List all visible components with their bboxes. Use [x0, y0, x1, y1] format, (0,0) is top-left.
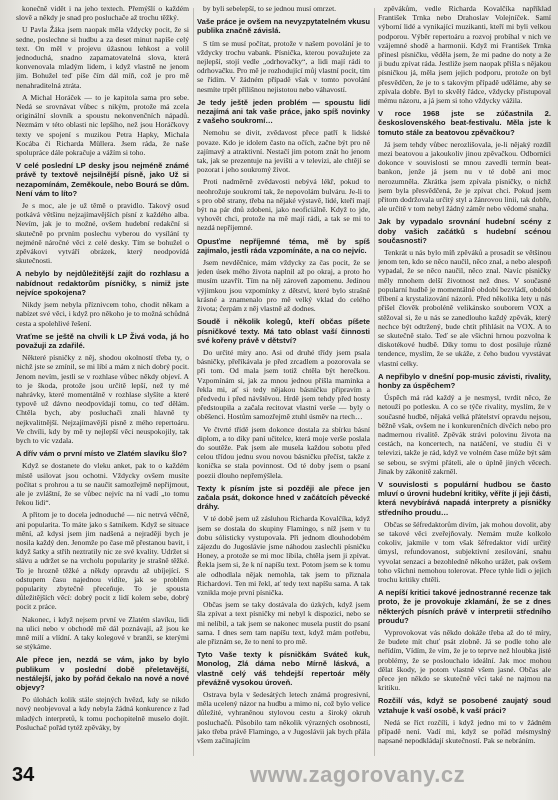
interview-answer: Nedá se říct rozčílí, i když jedno mi to v žádném případě není. Vadí mi, když se pořád mésmyslný napsané nepodkládají skutečností. Pak se nebráním. — [378, 717, 551, 746]
column-2 — [197, 4, 370, 764]
interview-answer: A Michal Horáček — to je kapitola sama pro sebe. Nedá se srovnávat vůbec s nikým, protože má zcela originální slovník a spoustu nekonvenčních nápadů. Nezmám v této oblasti nic lepšího, než jsou Horáčkovy texty ve spojení s muzikou Petra Hapky, Michala Kocába či Richarda Müllera. Jsem ráda, že naše spolupráce dále pokračuje a vážím si toho. — [16, 92, 189, 158]
interview-answer: Některé písničky z něj, shodou okolností třeba ty, o nichž jste se zmínil, se mi líbí a mám z nich dobrý pocit. Jenom nevím, jestli se v rozhlase vůbec někdy objeví. A to je škoda, protože jsou určitě lepší, než ty mé nahrávky, které momentálně v rozhlase slyšíte a které typově už dávno neodpovídají tomu, co teď dělám. Chtěla bych, aby posluchači znali hlavně ty nejkvalitnější. Nejzajímavější písně z mého repertoáru. Ve chvíli, kdy by mě ty nejlepší věci neuspokojily, tak bych to víc vzdala. — [16, 353, 189, 445]
column-divider — [374, 8, 375, 756]
interview-answer: Občas se šéfredaktorům divím, jak mohou dovolit, aby se takové věci zveřejňovaly. Nemám muže kolkolo cokoliv, jakmile v tom však šéfredaktor vidí určitý úmysl, refundovanost, subjektivní zesilování, snahu vyvolat senzaci a bezohledně někoho urážet, pak ovšem toho všichni nemohou tolerovat. Přece tyhle lidi o jejich trochu kritiky chtěli. — [378, 519, 551, 584]
interview-question: Vraťme se ještě na chvíli k LP Živá voda, já ho považuji za zdařilé. — [16, 331, 189, 350]
interview-answer: konečně vidět i na jeho textech. Přemýšlí o každém slově a někdy je snad pro posluchače až trochu těžký. — [16, 4, 189, 23]
column-3 — [378, 4, 551, 764]
interview-question: Texty k písním jste si později ale přece jen začala psát, dokonce hned v začátcích pěvecké dráhy. — [197, 483, 370, 512]
interview-answer: Nakonec, i když nejsem první ve Zlatém slavíku, lidi na ulici nebo v obchodě mě dál poznávají, až jsou ke mně milí a vlídní. A taky kolegové v branži, se kterými se stýkáme. — [16, 614, 189, 652]
interview-answer: Když se dostanete do vleku anket, pak to o každém místě usilovat jsou ochotni. Vždycky ovšem musíte počítat s prohrou a tu se naučit samozřejmě nepřijmout, ale je zvláštní, že se vůbec nejvíc na ní vadí „to tomu řekou lidi“. — [16, 461, 189, 508]
interview-question: V souvislosti s populární hudbou se často mluví o úrovni hudební kritiky, věříte jí jeji části, která nevybírává napadá interprety a písničky středního proudu… — [378, 479, 551, 517]
interview-answer: Vyprovokovat vás někdo dokáže třeba až do té míry, že budete mít chuť psát zlobně. Já se podle toho ale neřídím, Vídím, že vím, že je to teprve než hloubka jisté problémy, že se poslouchalo ideální. Jak moc mohou dělat škody, je potom vlastně všem jasné. Občas ale přece jen někdo se skutečně věci také ne najmou na kritiku. — [378, 628, 551, 693]
page-number: 34 — [12, 764, 35, 786]
interview-answer: Nikdy jsem nebyla příznivcem toho, chodit někam a nabízet své věci, i když pro někoho je to možná schůdná cesta a spolehlivé řešení. — [16, 300, 189, 328]
interview-answer: U Pavla Žáka jsem naopak měla vždycky pocit, že si sedne, poslechne si hudbu a za deset minut napíše celý text. On měl v projevu úžasnou lehkost a volil jednoduchá, snadno zapamatovatelná slova, která konvenovala mladým lidem, i když vlastně ne jenom jim. Bohužel teď píše čím dál míň, což je pro mě nenahraditelná ztráta. — [16, 25, 189, 90]
interview-question: Soudě i několik kolegů, kteří občas píšete písničkové texty. Má tato oblast vaší činnosti své kořeny právě v dětství? — [197, 317, 370, 345]
watermark-text: www.zagorovany.cz — [250, 762, 466, 787]
interview-answer: Je s moc, ale je už těmě o pravidlo. Takový osud potkává většinu nejzajímavějších písní z každého alba. Nevím, jak je to možné, ovšem hudební redakční si skutečně po prvním poslechu vyberou do vysílání ty nejméně náročné věci z celé desky. Tím se bohužel o zpěvákovi vytváří obrázek, který neodpovídá skutečnosti. — [16, 201, 189, 266]
interview-question: Ale přece jen, nezdá se vám, jako by bylo publikum v poslední době přeletavější, nestálejší, jako by pořád čekalo na nové a nové objevy? — [16, 655, 189, 693]
interview-answer: Po úlohách kolik stále stejných hvězd, kdy se nikdo nový neobjevoval a kdy nebyla žádná konkurence z řad mladých interpretů, k tomu pochopitelně muselo dojít. Posluchač pořád tytéž zpěváky, by — [16, 695, 189, 732]
interview-answer: Nemohu se divit, zvědavost přece patří k lidské povaze. Kdo je idolem často na očích, začne být pro ně zajímavý a atraktivní. Nestačí jim potom znát ho jenom tak, jak se prezentuje na jevišti a v televizi, ale chtějí se pozorat i jeho soukromý život. — [197, 128, 370, 175]
interview-question: A nepřibylo v dnešní pop-music závisti, rivality, honby za úspěchem? — [378, 371, 551, 390]
interview-question: V celé poslední LP desky jsou nejméně známé právě ty textově nejsilnější písně, jako Už si nezapomínám, Zeměkoule, nebo Bourá se dům. Není vám to líto? — [16, 161, 189, 198]
column-1 — [16, 4, 189, 764]
interview-question: A nepíší kritici takové jednostranné recenze tak proto, že je provokuje zklamání, že se z dnes některých písních právě v interpretii středního proudu? — [378, 588, 551, 625]
interview-answer: S tím se musí počítat, protože v našem povolání je to vždycky trochu vabank. Písnička, kterou považujete za nejlepší, stojí vedle „odrhovačky“, a lidi mají rádi to odrhovačku. Pro mě je rozhodující můj vlastní pocit, tím se řídím. V žádném případě však v tomto povolání nesmíte trpět přílišnou nejistotou nebo váhavostí. — [197, 38, 370, 94]
interview-question: Tyto Vaše texty k písničkám Sváteč kuk, Monolog, Zlá dáma nebo Mírně láskvá, a vlastně celý váš tehdejší repertoár měly převážně vysokou úroveň. — [197, 650, 370, 687]
interview-answer: Úspěch má rád každý a je nesmysl, tvrdit něco, že netouží po potlesku. A co se týče rivality, myslím, že v současné hudbě, nějaká velká přátelství opravdu nejsou, běžně však, ovšem ne i konkurenčních dívčích nebo pro nadmernou rivalitě. Zpěvák strávi polovinu života na cestách, na koncertech, na natáčení, ve studiu či v televizi, takže je rád, když ve volném čase může být sám se sebou, se svými přáteli, ale o úplně jiných věcech. Jinak by zákonitě zakrněl. — [378, 393, 551, 476]
interview-question: Vaše práce je ovšem na nevyzpytatelném vkusu publika značně závislá. — [197, 17, 370, 36]
interview-question: V roce 1968 jste se zúčastnila 2. československého beat-festivalu. Měla jste k tomuto stále za beatovou zpěvačkou? — [378, 109, 551, 137]
article-columns — [16, 4, 552, 764]
interview-answer: Jsem nevděčnice, mám vždycky za čas pocit, že se jeden úsek mého života naplnil až po okraj, a proto ho musím uzavřít. Tím na něj zároveň zapomenu. Jedinou výjimkou jsou vzpomínky z dětství, které bylo strašně krásné a znamenalo pro mě velký vklad do celého života; čerpám z něj vlastně až dodnes. — [197, 258, 370, 314]
interview-question: A dřív vám o první místo ve Zlatém slavíku šlo? — [16, 449, 188, 459]
interview-answer: by byli sebelepší, to se jednou musí omrzet. — [203, 4, 337, 13]
interview-question: A nebylo by nejdůležitější zajít do rozhlasu a nabídnout redaktorům písničky, s nimiž jste nejvíce spokojena? — [16, 269, 189, 297]
interview-answer: Tenkrát u nás bylo míň zpěváků a prosadit se většinou jenom ten, kdo se něco naučil, něco znal, a nebo alespoň vypadal, že se něco naučil, něco znal. Navíc písničky měly mnohem delší životnost než dnes. V současné popularní hudbě je momentálně období bezvládí, období tříbení a krystalizování názorů. Před několika lety u nás přišel člověk proboléně velikánsko souborem VOX a stěžoval si, že u nás se zanedlouho každý zpěvák, který nechce být odtržený, bude chtít přihlásit na VOX. A to se skutečně stalo. Teď se ale všichni hrnou pozvolna k diskotékové hudbě. Díky tomu to dost posiluje různé tendence, myslím, že se ukáže, z čeho budou vyvstávat vlastní celky. — [378, 248, 551, 368]
interview-answer: V té době jsem už zásluhou Richarda Kovalčíka, když jsem se dostala do skupiny Flamingo, s níž jsem v tu dobu sólisticky vystupovala. Při jednom dlouhodobém zájezdu do Jugoslávie jsme náhodou zaslechli písničku Honey, a protože se mi moc líbila, chtěla jsem ji zpívat. Řekla jsem si, že k ní napíšu text. Potom jsem se k tomu ale odhodlala nějak nemohla, tak jsem to přiznala Richardovi. Ten mi řekl, ať tedy text napíšu sama. A tak vznikla moje první písnička. — [197, 514, 370, 597]
interview-answer: Ve čtvrté třídě jsem dokonce dostala za sbírku básní diplom, a to díky paní učitelce, která moje verše poslala do soutěže. Pak jsem ale musela každou sobotu před celou třídou jednu svou novou básničku přečíst, takže z konička se stala povinnost. Od té doby jsem o psaní poezii dlouho nepřemýšlela. — [197, 424, 370, 480]
interview-question: Jak by vypadalo srovnání hudební scény z doby vašich začátků s hudební scénou současnosti? — [378, 217, 551, 245]
column-divider — [193, 8, 194, 756]
interview-question: Rozčilí vás, když se posobené zaujatý soud vztahuje k vaší osobě, k vaší práci? — [378, 696, 551, 715]
interview-question: Je tedy ještě jeden problém — spoustu lidí nezajímá ani tak vaše práce, jako spíš novinky z vašeho soukromí… — [197, 97, 370, 126]
interview-answer: Do určité míry ano. Asi od druhé třídy jsem psala básničky, přeříkávala je před zrcadlem a pozorovala se při tom. Od mala jsem totiž chtěla být herečkou. Vzpomínám si, jak za mnou jednou přišla maminka a řekla mi, ať si tedy nějakou básničku připravím a předvedu i před návštěvou. Hrdě jsem tehdy před hosty předstoupila a začala recitovat vlastní verše — byly o oběšenci. Hostům samozřejmě ztuhl úsměv na rtech… — [197, 347, 370, 422]
interview-answer: Občas jsem se taky dostávala do úzkých, když jsem šla zpívat a text písničky mi nebyl k dispozici, nebo se mi nelíbil, a tak jsem se nakonec musela pustit do psaní sama. I dnes sem tam napíšu text, když mám potřebu, ale přiznám se, že to není to pro mě. — [197, 600, 370, 646]
interview-answer: Ostrava byla v šedesátých letech známá progresivní, měla ucelený názor na hudbu a mimo ni, což bylo velice důležité, vyhraněnou stylovou cestu a široký okruh posluchačů. Působilo tam několik výrazných osobností, jako třeba právě Flamingo, a v Jugoslávii jak bych přála všem začínajícím — [197, 690, 370, 746]
interview-answer: A přitom je to docela jednoduché — nic netrvá věčně, ani popularita. To máte jako s šatníkem. Když se situace mění, až kdysi jsem jim nadšená a nejraději bych je nosila každý den. Jenomže po čase mě přestanou bavit, i když šatky a střih neztratily nic ze své kvality. Udržet si slávu a udržet se na vrcholu popularity je strašně těžké. To je hrozně těžké a někdy opravdu až ubíjející. S odstupem času najednou vidíte, jak se problém popularity zbytečně přeceňuje. To je spousta důležitějších věcí: dobrý pocit z lidí kolem sebe, dobrý pocit z práce. — [16, 510, 189, 612]
interview-question: Opusťme nepříjemné téma, mě by spíš zajímalo, jestli ráda vzpomínáte, a na co nejvíc. — [197, 236, 370, 255]
interview-answer: Já jsem tehdy vůbec nerozlišovala, je-li nějaký rozdíl mezi beatovou a jakoukoliv jinou zpěvačkou. Odborníci dokonce v souvislosti se mnou zavedli termín beat-bankon, jenže já jsem nu v té době ani moc nerozumněla. Zkrátka jsem zpívala písničky, o nichž jsem byla přesvědčená, že je zpívat chci. Pokud jsem přitom dodržovala určitý styl a žánrovou linii, tak dobře, ale určitě v tom nebyl žádný záměr nebo vědomé snaha. — [378, 139, 551, 214]
interview-answer: zpěvákům, vedle Richarda Kovalčíka například František Trnka nebo Drahoslav Volejníček. Samí výborní lidé a vynikající muzikanti, kteří mi byli velkou podporou. Výběr repertoáru a rozvoj probíhal v nich ve vzájemné shodě a harmonii. Když mi František Trnka přinesl písničku, věděla jsem, že mi padne do noty a že ji budu zpívat ráda. Jestliže jsem naopak přišla s nějakou písničkou já, měla jsem jejich podporu, protože on byl přesvědčen, že je to s takovým případě uděláme, aby se zpívala dobře. Byl to skvělý řádce, vždycky přistupoval mému názoru, a já jsem si toho vždycky vážila. — [378, 4, 551, 106]
interview-answer: Proti nadměrně zvědavosti nebývá lékř, pokud to neohrožuje soukromí tak, že nepovolám bulváru. Je-li to s pro obě strany, třeba na nějaké výstavě, lidé, kteří mají být na pár dnů zdobeni, jako neoficiálně. Když to jde, vyhovět chci, protože na mě mají rádi, a tak se mi to nezdá nepříjemné. — [197, 177, 370, 233]
